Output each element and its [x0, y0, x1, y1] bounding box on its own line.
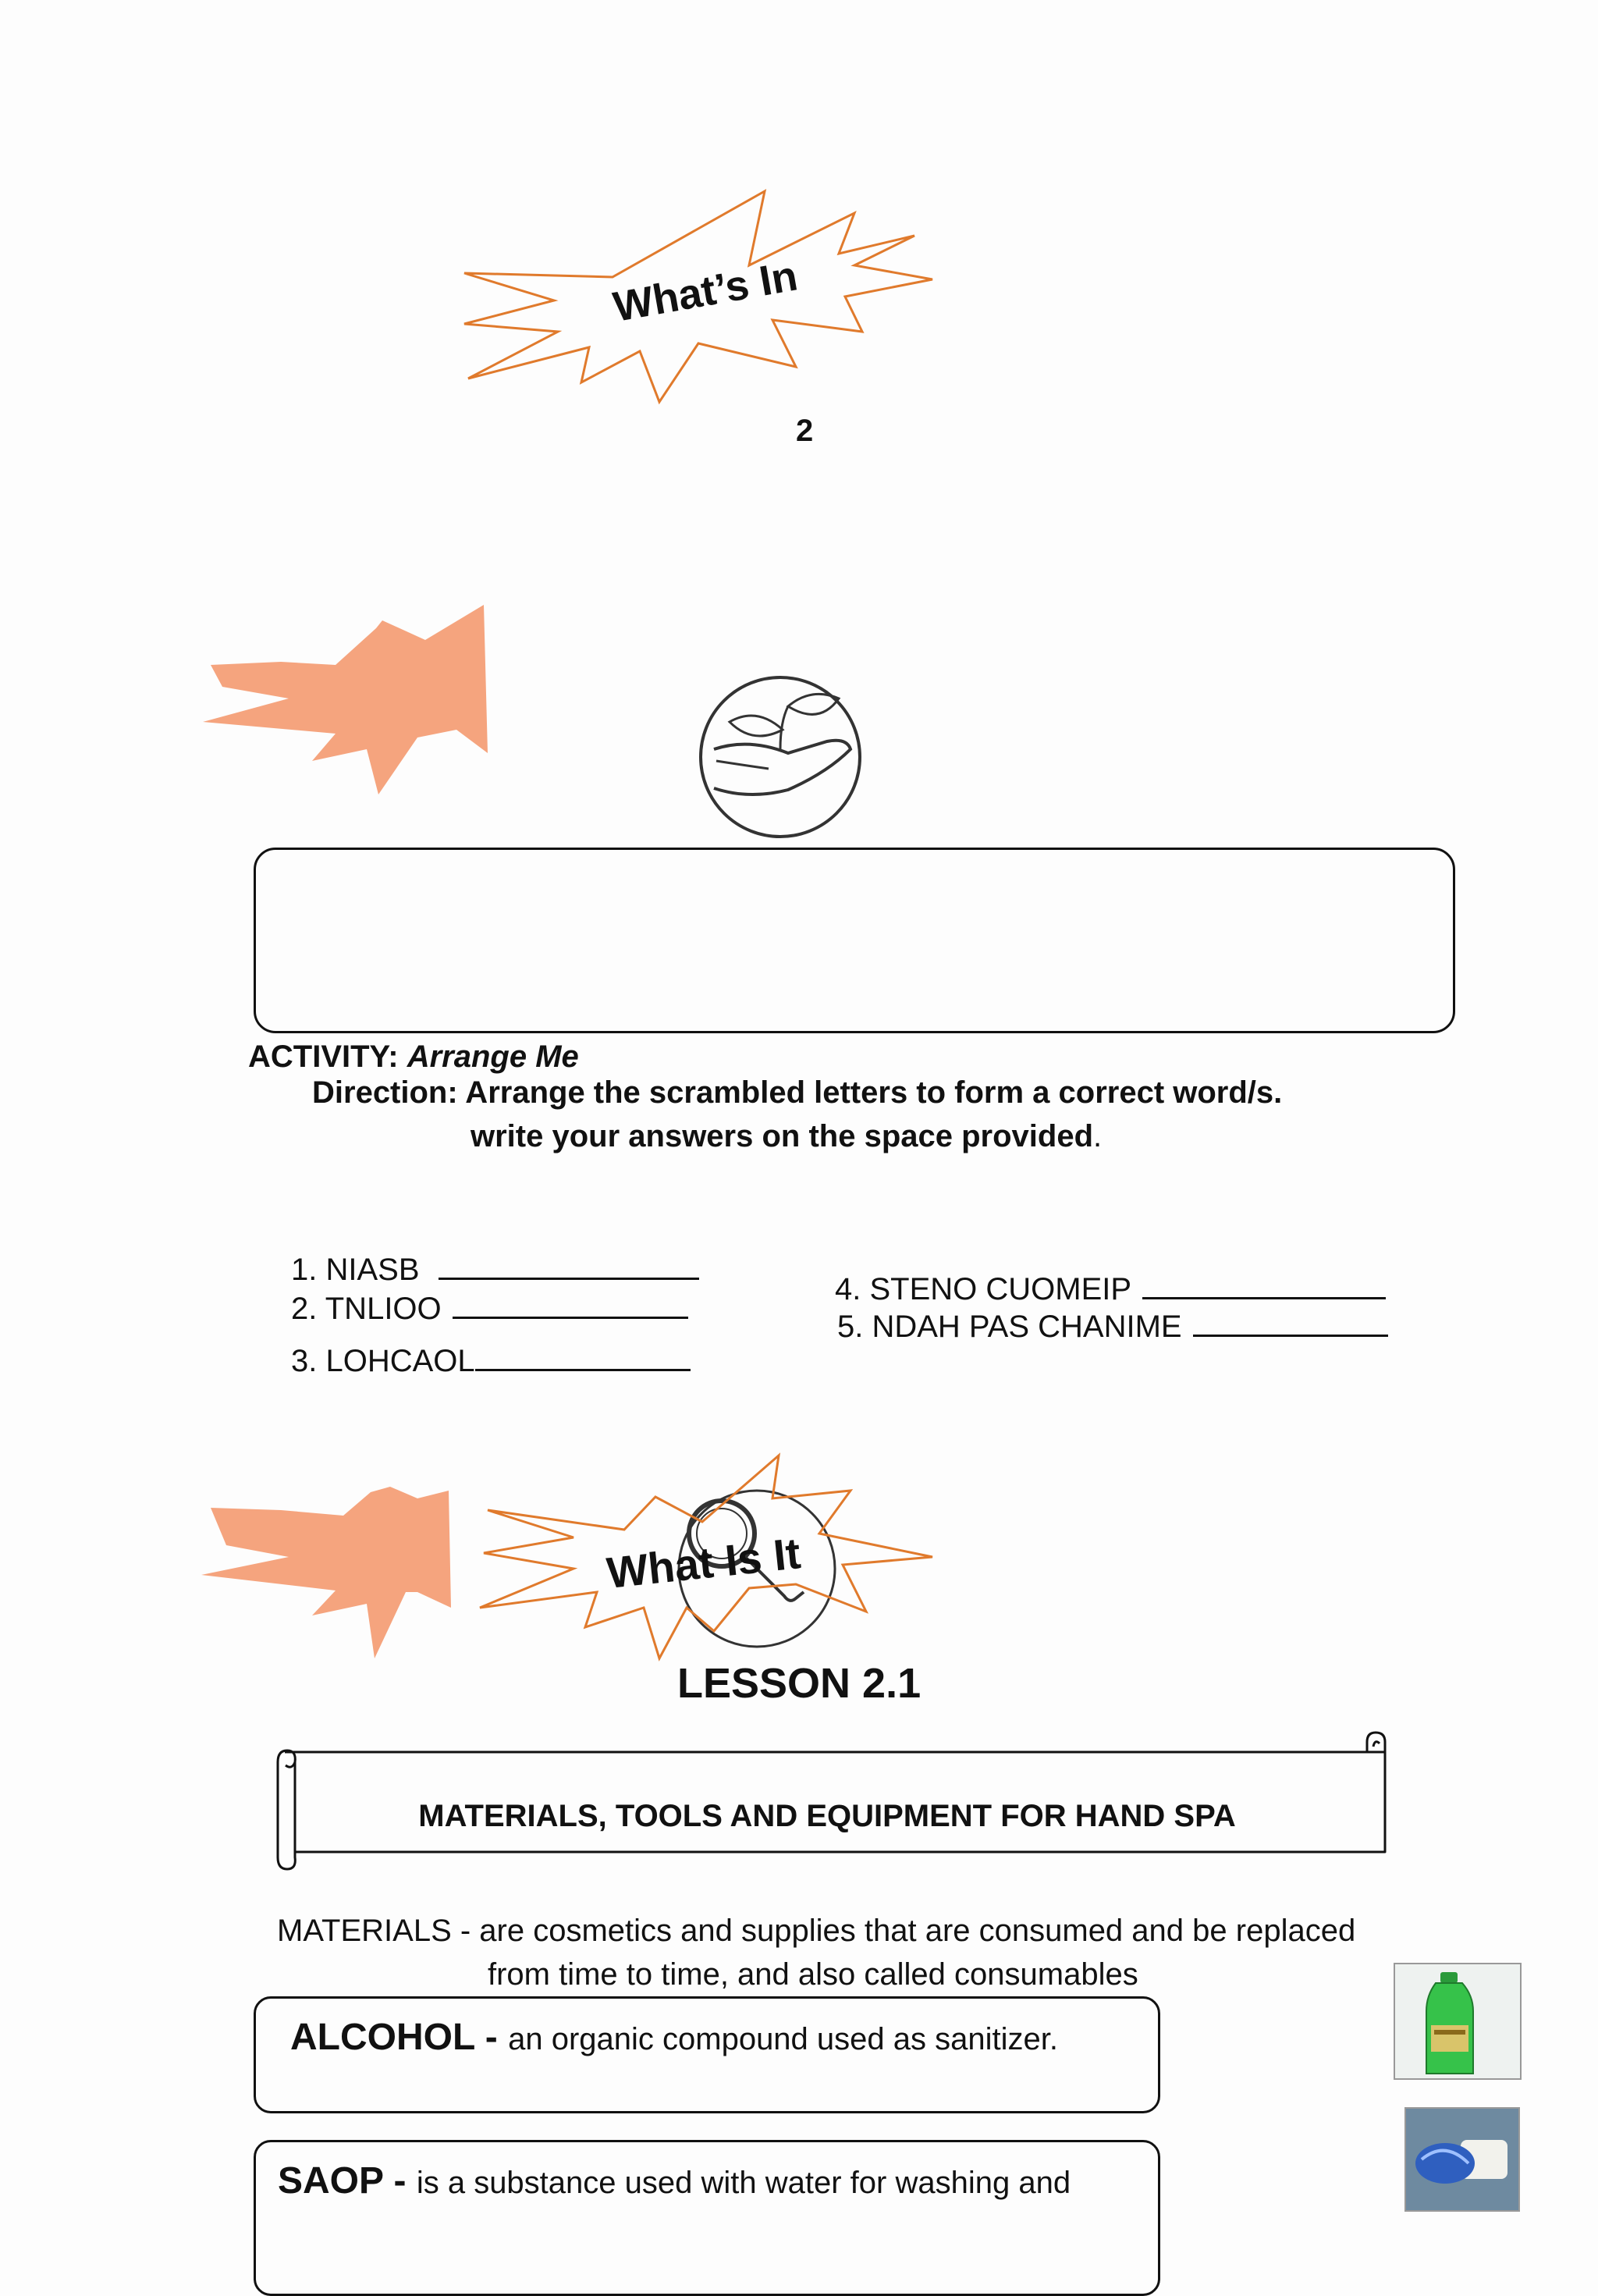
direction-cont-text: write your answers on the space provided: [471, 1119, 1094, 1153]
scramble-item-text: 2. TNLIOO: [291, 1292, 442, 1326]
term-definition: is a substance used with water for washing and: [416, 2166, 1071, 2200]
scramble-item-text: 4. STENO CUOMEIP: [835, 1272, 1132, 1306]
scramble-item-text: 3. LOHCAOL: [291, 1344, 475, 1378]
page-number: 2: [796, 414, 814, 448]
term-box-soap: [254, 2140, 1160, 2296]
scramble-item-text: 5. NDAH PAS CHANIME: [837, 1310, 1182, 1344]
scroll-banner-title: MATERIALS, TOOLS AND EQUIPMENT FOR HAND SPA: [418, 1799, 1236, 1833]
alcohol-bottle-photo: [1394, 1963, 1522, 2080]
term-label: ALCOHOL -: [290, 2017, 509, 2058]
activity-name: Arrange Me: [407, 1040, 579, 1074]
term-label: SAOP -: [278, 2160, 417, 2202]
term-row: [290, 2016, 1058, 2059]
activity-label: ACTIVITY:: [248, 1040, 399, 1074]
term-box-alcohol: [254, 1996, 1160, 2113]
activity-direction: Direction: Arrange the scrambled letters to form a correct word/s.: [312, 1075, 1283, 1110]
soap-photo: [1404, 2107, 1520, 2212]
materials-definition: MATERIALS - are cosmetics and supplies that are consumed and be replaced: [277, 1914, 1356, 1948]
direction-end: .: [1093, 1119, 1103, 1153]
whats-in-title: What’s In: [609, 252, 801, 331]
term-definition: an organic compound used as sanitizer.: [508, 2022, 1058, 2056]
lesson-title: LESSON 2.1: [677, 1660, 922, 1707]
materials-definition-cont: from time to time, and also called consumables: [488, 1957, 1138, 1992]
scramble-item-text: 1. NIASB: [291, 1253, 420, 1287]
term-row: [278, 2159, 1071, 2202]
what-is-it-title: What Is It: [604, 1528, 803, 1598]
